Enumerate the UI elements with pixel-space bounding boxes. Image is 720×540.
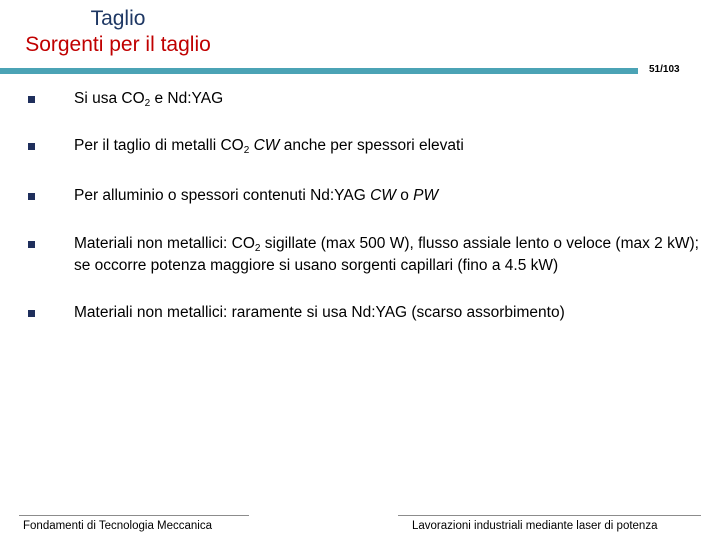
bullet-text: Materiali non metallici: CO (74, 235, 255, 252)
bullet-text: o (395, 187, 414, 204)
bullet-text: anche per spessori elevati (279, 137, 464, 154)
square-bullet-icon (28, 143, 35, 150)
header-accent-bar (0, 68, 638, 74)
bullet-item (28, 302, 700, 324)
italic-term: CW (370, 187, 396, 204)
slide-title: Taglio (90, 7, 146, 30)
bullet-text: Materiali non metallici: raramente si usa Nd:YAG (scarso assorbimento) (74, 304, 565, 321)
bullet-list (28, 88, 700, 324)
bullet-text: e Nd:YAG (150, 90, 224, 107)
page-number: 51/103 (649, 64, 680, 75)
square-bullet-icon (28, 241, 35, 248)
square-bullet-icon (28, 310, 35, 317)
subscript: 2 (254, 243, 261, 254)
square-bullet-icon (28, 96, 35, 103)
bullet-item (28, 135, 700, 157)
bullet-text: Per il taglio di metalli CO (74, 137, 244, 154)
title-block (0, 6, 236, 58)
italic-term: CW (253, 137, 280, 154)
footer-lecture-title: Lavorazioni industriali mediante laser di potenza (412, 520, 658, 532)
footer-course-title: Fondamenti di Tecnologia Meccanica (23, 520, 213, 532)
bullet-item (28, 185, 700, 207)
bullet-item (28, 233, 700, 277)
footer-divider-left (19, 515, 249, 516)
italic-term: PW (413, 187, 439, 204)
bullet-text: Per alluminio o spessori contenuti Nd:YAG (74, 187, 371, 204)
subscript: 2 (144, 98, 151, 109)
subscript: 2 (243, 145, 250, 156)
slide-subtitle: Sorgenti per il taglio (25, 33, 211, 56)
bullet-item (28, 88, 700, 110)
bullet-text: sigillate (max 500 W), flusso assiale lento o veloce (max 2 kW); se occorre potenza maggiore si usano sorgenti capillari (fino a 4.5 kW) (74, 235, 699, 274)
footer-divider-right (398, 515, 701, 516)
bullet-text: Si usa CO (74, 90, 145, 107)
square-bullet-icon (28, 193, 35, 200)
